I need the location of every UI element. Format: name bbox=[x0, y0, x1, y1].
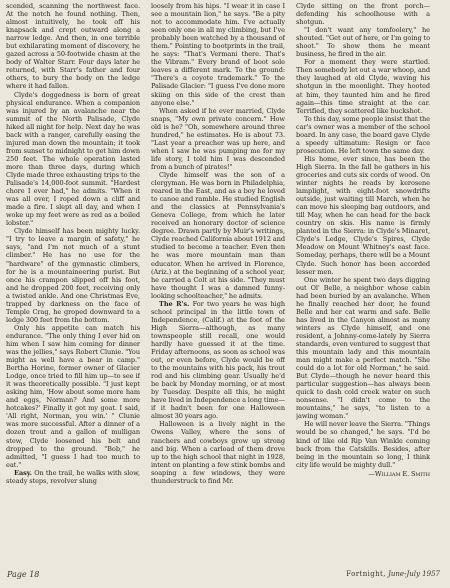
paragraph: Halloween is a lively night in the Owens Valley, where the sons of ranchers and cowboys grow up strong and big. When a carload of them drove up to the high school that night in 1928, intent on planting a few stink bombs and soaping a few windows, they were thunderstruck to find Mr. bbox=[151, 420, 285, 485]
paragraph: He will never leave the Sierra. "Things would be so changed," he says. "I'd be kind of like old Rip Van Winkle coming back from the Catskills. Besides, after being in the mountain so long, I think city life would be mighty dull." bbox=[296, 420, 430, 469]
article-columns bbox=[6, 2, 442, 562]
author-signature: —William E. Smith bbox=[368, 469, 430, 478]
paragraph: Clyde himself was the son of a clergyman. He was born in Philadelphia, reared in the East, and as a boy he loved to canoe and ramble. He studied English and the classics at Pennsylvania's Geneva College, from which he later received an honorary doctor of science degree. Drawn partly by Muir's writings, Clyde reached California about 1912 and studied to become a teacher. Even then he was more mountain man than educator. When he arrived in Florence, (Ariz.) at the beginning of a school year, he carried a Colt at his side. "They must have thought I was a damned funny-looking schoolteacher," he admits. bbox=[151, 170, 285, 300]
paragraph: Clyde's doggedness is born of great physical endurance. When a companion was injured by an avalanche near the summit of the North Palisade, Clyde hiked all night for help. Next day he was back with a ranger, carefully easing the injured man down the mountain; it took from sunset to midnight to get him down 250 feet. The whole operation lasted more than three days, during which Clyde made three exhausting trips to the Palisade's 14,000-foot summit. "Hardest chore I ever had," he admits. "When it was all over, I roped down a cliff and made a fire. I slept all day, and when I woke up my feet were as red as a boiled lobster." bbox=[6, 90, 140, 228]
paragraph: His home, ever since, has been the High Sierra. In the fall he gathers in his groceries and cuts six cords of wood. On winter nights he reads by kerosene lamplight, with eight-foot snowdrifts outside, just waiting till March, when he can move his sleeping bag outdoors, and till May, when he can head for the back country on skis. His name is firmly planted in the Sierra: in Clyde's Minaret, Clyde's Ledge, Clyde's Spires, Clyde Meadow on Mount Whitney's east face. Someday, perhaps, there will be a Mount Clyde. Such honor has been accorded lesser men. bbox=[296, 154, 430, 276]
paragraph: loosely from his hips. "I wear it in case I see a mountain lion," he says. "Be a pity not to accommodate him. I've actually seen only one in all my climbing, but I've probably been watched by a thousand of them." Pointing to bootprints in the trail, he says: "That's Vermani there. That's the Vibram." Every brand of boot sole leaves a different mark. To the ground: "There's a coyote trademark." To the Palisade Glacier: "I guess I've done more skiing on this side of the crest than anyone else." bbox=[151, 2, 285, 107]
paragraph: Clyde himself has been mighty lucky. "I try to leave a margin of safety," he says, "and I'm not much of a stunt climber." He has no use for the "hardware" of the gymnastic climbers, for he is a mountaineering purist. But once his crampon slipped off his foot, and he dropped 200 feet, receiving only a twisted ankle. And one Christmas Eve, trapped by darkness on the face of Temple Crag, he groped downward to a ledge 300 feet from the bottom. bbox=[6, 227, 140, 324]
paragraph: When asked if he ever married, Clyde snaps, "My own private concern." How old is he? "Oh, somewhere around three hundred," he estimates. He is about 73. "Last year a preacher was up here, and when I saw he was pumping me for my life story, I told him I was descended from a bunch of pirates!" bbox=[151, 106, 285, 171]
paragraph-text: On the trail, he walks with slow, steady steps, revolver slung bbox=[6, 468, 140, 485]
paragraph: Only his appetite can match his endurance. "The only thing I ever hid on him when I saw him coming for dinner was the jellies," says Robert Clunie. "You might as well have a bear in camp." Bertha Horine, former owner of Glacier Lodge, once tried to fill him up—to see if it was theoretically possible. "I just kept asking him, 'How about some more ham and eggs, Norman? And some more hotcakes?' Finally it got my goat. I said, 'All right, Norman, you win.' " Clunie was more successful. After a dinner of a dozen trout and a gallon of mulligan stew, Clyde loosened his belt and dropped to the ground. "Bob," he admitted, "I guess I had too much to eat." bbox=[6, 323, 140, 469]
paragraph-text: The R's. For two years he was high school principal in the little town of Independence, (Calif.) at the foot of the High Sierra—although, as many townspeople still recall, one would hardly have guessed it at the time. Friday afternoons, as soon as school was out, or even before, Clyde would be off to the mountains with his pack, his trout rod and his climbing gear. Usually he'd be back by Monday morning, or at most by Tuesday. Despite all this, he might have lived in Independence a long time—if it hadn't been for one Halloween almost 30 years ago. bbox=[151, 299, 285, 421]
paragraph: For a moment they were startled. Then somebody let out a war whoop, and they laughed at old Clyde, waving his shotgun in the moonlight. They hooted at him, they taunted him and he fired again—this time straight at the car. Terrified, they scattered like buckshot. bbox=[296, 58, 430, 115]
paragraph: scended, scanning the northwest face. At the notch he found nothing. Then, almost intuitively, he took off his knapsack and crept outward along a narrow ledge. And then, in one terrible but exhilarating moment of discovery, he gazed across a 50-footwide chasm at the body of Walter Starr. Four days later he returned, with Starr's father and four others, to bury the body on the ledge where it had fallen. bbox=[6, 2, 140, 91]
paragraph bbox=[151, 300, 285, 421]
column-1 bbox=[6, 2, 140, 562]
paragraph: Clyde sitting on the front porch—defending his schoolhouse with a shotgun. bbox=[296, 2, 430, 27]
page-number: Page 18 bbox=[7, 570, 40, 579]
subhead-paragraph bbox=[6, 469, 140, 485]
column-2 bbox=[151, 2, 285, 562]
column-3 bbox=[296, 2, 430, 562]
magazine-name: Fortnight, bbox=[346, 570, 386, 578]
paragraph: "I don't want any tomfoolery," he shouted. "Get out of here, or I'm going to shoot." To show them he meant business, he fired in the air. bbox=[296, 26, 430, 59]
paragraph: To this day, some people insist that the car's owner was a member of the school board. In any case, the board gave Clyde a speedy ultimatum: Resign or face prosecution. He left town the same day. bbox=[296, 114, 430, 155]
subhead: Easy. bbox=[14, 468, 32, 477]
paragraph: One winter he spent two days digging out Ol' Belle, a neighbor whose cabin had been buried by an avalanche. When he finally reached her door, he found Belle and her cat warm and safe. Belle has lived in the Canyon almost as many winters as Clyde himself, and one resident, a Johnny-come-lately by Sierra standards, even ventured to suggest that this mountain lady and this mountain man might make a perfect match. "She could do a lot for old Norman," he said. But Clyde—though he never heard this particular suggestion—has always been quick to dash cold creek water on such nonsense. "I didn't come to the mountains," he says, "to listen to a jawing woman." bbox=[296, 275, 430, 421]
magazine-footer bbox=[346, 570, 440, 578]
issue-date: June-July 1957 bbox=[388, 570, 440, 578]
subhead: The R's. bbox=[159, 299, 190, 308]
